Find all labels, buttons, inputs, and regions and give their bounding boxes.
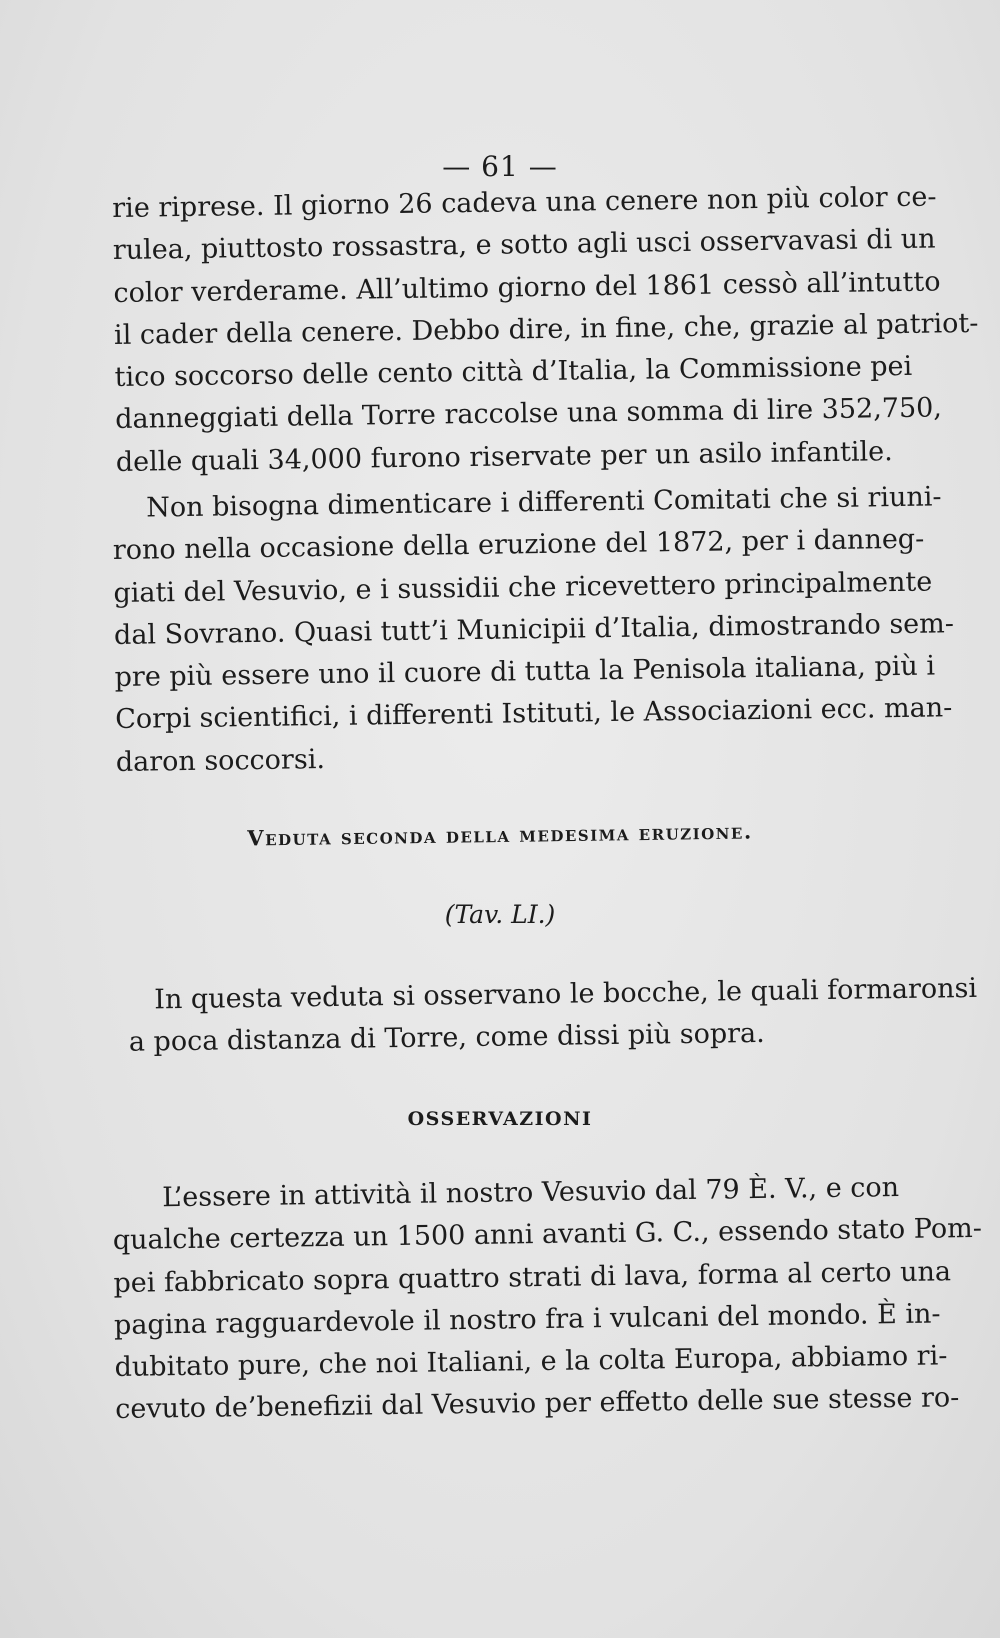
text-line: rulea, piuttosto rossastra, e sotto agli usci osservavasi di un	[112, 223, 936, 267]
text-line: il cader della cenere. Debbo dire, in fine, che, grazie al patriot-	[113, 307, 979, 351]
text-line: L’essere in attività il nostro Vesuvio dal 79 È. V., e con	[162, 1172, 900, 1214]
text-line: pagina ragguardevole il nostro fra i vulcani del mondo. È in-	[113, 1298, 941, 1341]
text-line: In questa veduta si osservano le bocche, le quali formaronsi	[154, 972, 978, 1016]
text-line: Non bisogna dimenticare i differenti Comitati che si riuni-	[146, 481, 942, 524]
text-line: dal Sovrano. Quasi tutt’i Municipii d’Italia, dimostrando sem-	[113, 608, 955, 651]
observations-heading: OSSERVAZIONI	[407, 1108, 593, 1130]
paragraph-3	[112, 969, 978, 1064]
text-line: daron soccorsi.	[115, 743, 326, 778]
text-line: delle quali 34,000 furono riservate per un asilo infantile.	[115, 435, 893, 478]
paragraph-4	[112, 1167, 983, 1431]
text-line: pre più essere uno il cuore di tutta la Penisola italiana, più i	[114, 650, 936, 694]
text-line: qualche certezza un 1500 anni avanti G. C., essendo stato Pom-	[112, 1213, 983, 1257]
text-line: rie riprese. Il giorno 26 cadeva una cenere non più color ce-	[112, 181, 937, 224]
paragraph-1	[112, 177, 979, 484]
text-line: rono nella occasione della eruzione del 1872, per i danneg-	[112, 523, 925, 567]
text-line: color verderame. All’ultimo giorno del 1861 cessò all’intutto	[113, 266, 941, 309]
page-number: — 61 —	[442, 150, 558, 183]
text-line: dubitato pure, che noi Italiani, e la colta Europa, abbiamo ri-	[114, 1340, 948, 1384]
text-line: pei fabbricato sopra quattro strati di lava, forma al certo una	[113, 1255, 952, 1299]
text-line: Corpi scientifici, i differenti Istituti, le Associazioni ecc. man-	[115, 692, 953, 736]
text-line: danneggiati della Torre raccolse una somma di lire 352,750,	[115, 392, 943, 436]
paragraph-2	[112, 477, 955, 784]
text-line: a poca distanza di Torre, come dissi più sopra.	[128, 1018, 765, 1059]
text-line: tico soccorso delle cento città d’Italia, la Commissione pei	[114, 351, 913, 394]
text-line: cevuto de’benefizii dal Vesuvio per effetto delle sue stesse ro-	[115, 1382, 960, 1426]
plate-reference: (Tav. LI.)	[444, 900, 556, 929]
section-title: Veduta seconda della medesima eruzione.	[247, 818, 753, 851]
text-line: giati del Vesuvio, e i sussidii che ricevettero principalmente	[113, 566, 933, 609]
